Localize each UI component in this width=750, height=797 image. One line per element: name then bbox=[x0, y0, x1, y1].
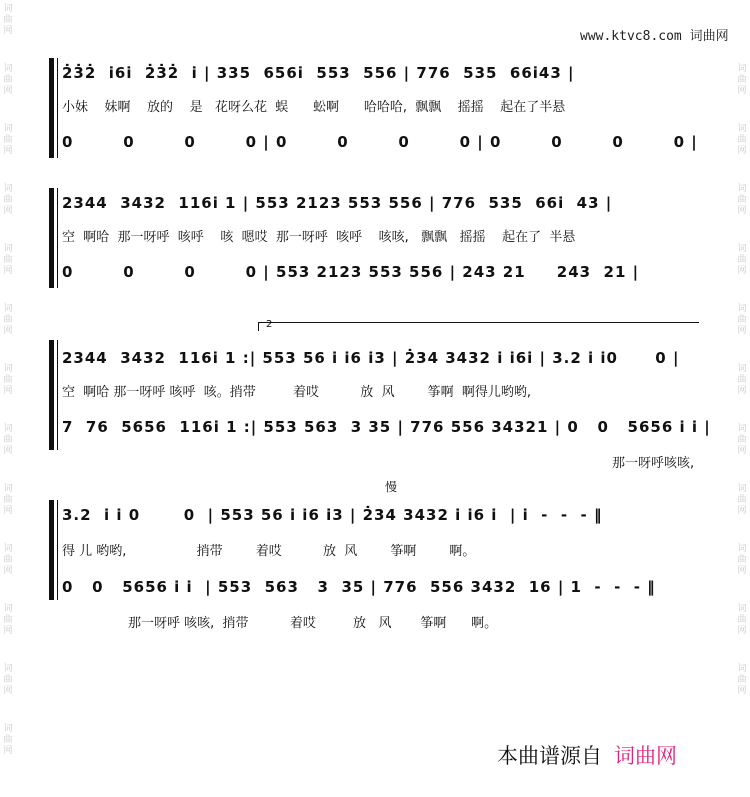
watermark: 词 曲 网 bbox=[737, 664, 747, 696]
watermark: 词 曲 网 bbox=[3, 724, 13, 756]
system-brace bbox=[49, 188, 54, 288]
lyrics-line: 小妹 妹啊 放的 是 花呀么花 蜈 蚣啊 哈哈哈, 飘飘 摇摇 起在了半悬 bbox=[62, 100, 566, 115]
source-credit bbox=[497, 740, 677, 770]
lyrics-line: 空 啊哈 那一呀呼 咳呼 咳。捎带 着哎 放 风 筝啊 啊得儿哟哟, bbox=[62, 385, 532, 400]
watermark: 词 曲 网 bbox=[3, 604, 13, 636]
watermark: 词 曲 网 bbox=[737, 364, 747, 396]
lyrics-line-tail: 那一呀呼咳咳, bbox=[612, 456, 695, 471]
watermark: 词 曲 网 bbox=[3, 244, 13, 276]
system-brace bbox=[49, 58, 54, 158]
watermark: 词 曲 网 bbox=[3, 64, 13, 96]
watermark-column-left bbox=[0, 0, 16, 797]
volta-bracket bbox=[258, 322, 699, 331]
system-line bbox=[57, 188, 58, 288]
score-line-bottom: 0 0 0 0 | 553 2123 553 556 | 243 21 243 21 | bbox=[62, 263, 640, 281]
watermark: 词 曲 网 bbox=[3, 184, 13, 216]
watermark: 词 曲 网 bbox=[3, 424, 13, 456]
system-brace bbox=[49, 340, 54, 450]
watermark: 词 曲 网 bbox=[3, 544, 13, 576]
score-line-bottom: 7 76 5656 116i 1 :| 553 563 3 35 | 776 556 34321 | 0 0 5656 i i | bbox=[62, 418, 711, 436]
watermark: 词 曲 网 bbox=[737, 424, 747, 456]
watermark: 词 曲 网 bbox=[737, 304, 747, 336]
watermark: 词 曲 网 bbox=[3, 4, 13, 36]
watermark: 词 曲 网 bbox=[737, 484, 747, 516]
system-line bbox=[57, 340, 58, 450]
watermark: 词 曲 网 bbox=[737, 544, 747, 576]
watermark-column-right bbox=[734, 0, 750, 797]
watermark: 词 曲 网 bbox=[3, 124, 13, 156]
watermark: 词 曲 网 bbox=[737, 244, 747, 276]
source-prefix: 本曲谱源自 bbox=[497, 744, 602, 768]
watermark: 词 曲 网 bbox=[3, 304, 13, 336]
watermark: 词 曲 网 bbox=[3, 484, 13, 516]
lyrics-line-bottom: 那一呀呼 咳咳, 捎带 着哎 放 风 筝啊 啊。 bbox=[128, 616, 498, 631]
score-line-top: 2344 3432 116i 1 :| 553 56 i i6 i3 | 2̇34 3432 i i6i | 3.2 i i0 0 | bbox=[62, 349, 680, 367]
lyrics-line: 空 啊哈 那一呀呼 咳呼 咳 嗯哎 那一呀呼 咳呼 咳咳, 飘飘 摇摇 起在了 半悬 bbox=[62, 230, 576, 245]
watermark: 词 曲 网 bbox=[3, 364, 13, 396]
watermark: 词 曲 网 bbox=[737, 64, 747, 96]
watermark: 词 曲 网 bbox=[3, 664, 13, 696]
volta-number: 2 bbox=[266, 319, 273, 330]
score-line-top: 3.2 i i 0 0 | 553 56 i i6 i3 | 2̇34 3432 i i6 i | i - - - ‖ bbox=[62, 506, 603, 524]
watermark: 词 曲 网 bbox=[737, 604, 747, 636]
score-line-top: 2344 3432 116i 1 | 553 2123 553 556 | 776 535 66i 43 | bbox=[62, 194, 613, 212]
lyrics-line: 得 儿 哟哟, 捎带 着哎 放 风 筝啊 啊。 bbox=[62, 544, 476, 559]
watermark: 词 曲 网 bbox=[737, 184, 747, 216]
watermark: 词 曲 网 bbox=[737, 124, 747, 156]
site-url: www.ktvc8.com 词曲网 bbox=[580, 29, 729, 44]
score-line-top: 2̇3̇2̇ i̇6i̇ 2̇3̇2̇ i̇ | 335 656i̇ 553 556 | 776 535 66i̇43 | bbox=[62, 64, 575, 82]
system-brace bbox=[49, 500, 54, 600]
tempo-marking: 慢 bbox=[385, 480, 398, 494]
score-line-bottom: 0 0 5656 i i | 553 563 3 35 | 776 556 3432 16 | 1 - - - ‖ bbox=[62, 578, 656, 596]
score-line-bottom: 0 0 0 0 | 0 0 0 0 | 0 0 0 0 | bbox=[62, 133, 698, 151]
system-line bbox=[57, 500, 58, 600]
source-brand: 词曲网 bbox=[614, 744, 677, 768]
system-line bbox=[57, 58, 58, 158]
